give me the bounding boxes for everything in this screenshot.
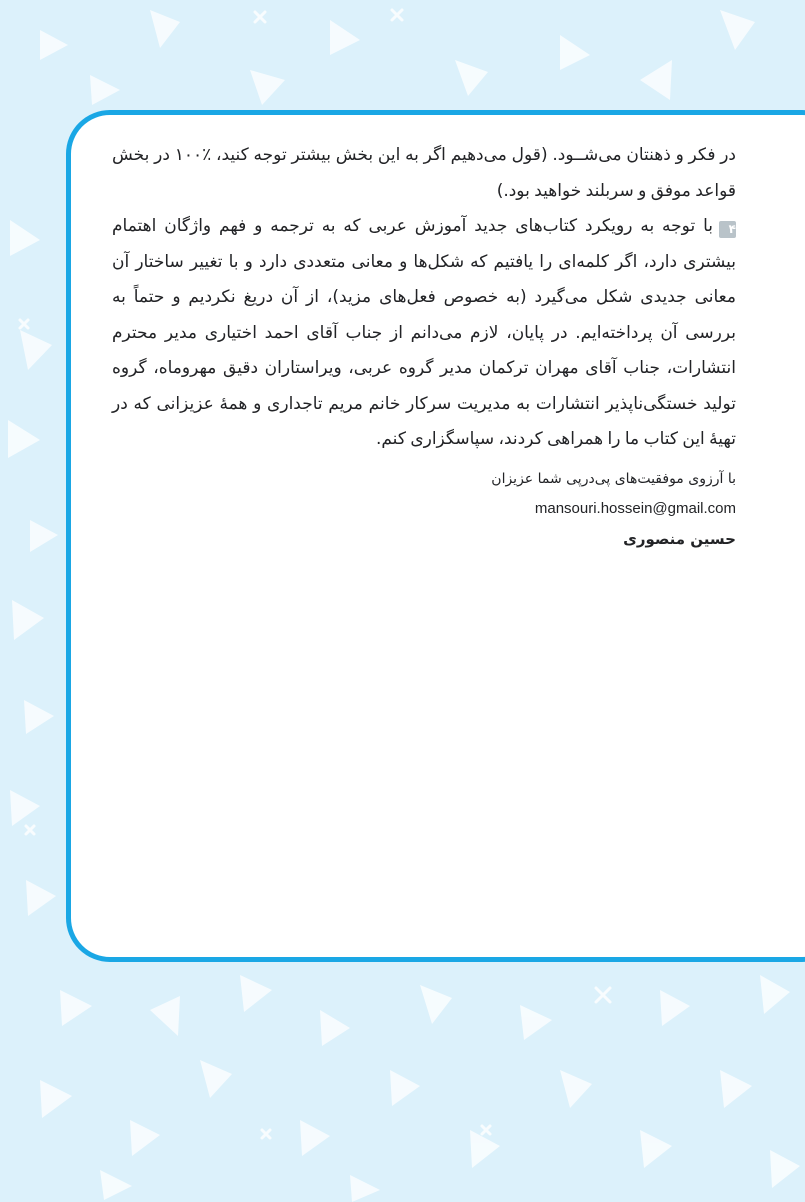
paragraph-2-text: با توجه به رویکرد کتاب‌های جدید آموزش عربی که به ترجمه و فهم واژگان اهتمام بیشتری دارد، اگر کلمه‌ای را یافتیم که شکل‌ها و معانی متعددی دارد و با تغییر ساختار آن معانی جدیدی شکل می‌گیرد (به خصوص فعل‌های مزید)، از آن دریغ نکردیم و حتماً به بررسی آن پرداخته‌ایم. در پایان، لازم می‌دانم از جناب آقای احمد اختیاری مدیر محترم انتشارات، جناب آقای مهران ترکمان مدیر گروه عربی، ویراستاران دقیق مهروماه، گروه تولید خستگی‌ناپذیر انتشارات به مدیریت سرکار خانم مریم تاجداری و همهٔ عزیزانی که در تهیهٔ این کتاب ما را همراهی کردند، سپاسگزاری کنم. bbox=[112, 216, 736, 449]
pattern-triangle bbox=[100, 1170, 132, 1200]
pattern-triangle bbox=[150, 10, 180, 48]
pattern-triangle bbox=[720, 10, 755, 50]
pattern-triangle bbox=[8, 420, 40, 458]
pattern-triangle bbox=[520, 1005, 552, 1040]
pattern-triangle bbox=[20, 330, 52, 370]
pattern-cross bbox=[482, 1126, 490, 1134]
pattern-triangle bbox=[350, 1175, 380, 1202]
pattern-triangle bbox=[560, 35, 590, 70]
pattern-triangle bbox=[150, 996, 180, 1036]
closing-section bbox=[112, 464, 736, 554]
pattern-triangle bbox=[26, 880, 56, 916]
preface-text bbox=[112, 138, 736, 554]
pattern-triangle bbox=[660, 990, 690, 1026]
pattern-triangle bbox=[470, 1130, 500, 1168]
pattern-cross bbox=[20, 320, 28, 328]
pattern-triangle bbox=[40, 1080, 72, 1118]
pattern-triangle bbox=[12, 600, 44, 640]
pattern-triangle bbox=[640, 1130, 672, 1168]
item-number-badge: ۴ bbox=[719, 221, 736, 238]
pattern-triangle bbox=[455, 60, 488, 96]
pattern-triangle bbox=[30, 520, 58, 552]
pattern-triangle bbox=[10, 220, 40, 256]
pattern-triangle bbox=[240, 975, 272, 1012]
pattern-triangle bbox=[24, 700, 54, 734]
pattern-triangle bbox=[300, 1120, 330, 1156]
pattern-triangle bbox=[640, 60, 672, 100]
pattern-triangle bbox=[90, 75, 120, 105]
pattern-triangle bbox=[60, 990, 92, 1026]
pattern-triangle bbox=[320, 1010, 350, 1046]
pattern-triangle bbox=[560, 1070, 592, 1108]
pattern-triangle bbox=[10, 790, 40, 826]
pattern-cross bbox=[262, 1130, 270, 1138]
pattern-cross bbox=[392, 10, 402, 20]
pattern-triangle bbox=[390, 1070, 420, 1106]
paragraph-1: در فکر و ذهنتان می‌شــود. (قول می‌دهیم اگر به این بخش بیشتر توجه کنید، ٪۱۰۰ در بخش قواعد موفق و سربلند خواهید بود.) bbox=[112, 145, 736, 201]
author-email[interactable]: mansouri.hossein@gmail.com bbox=[534, 499, 736, 517]
closing-wish: با آرزوی موفقیت‌های پی‌درپی شما عزیزان bbox=[491, 470, 736, 487]
pattern-triangle bbox=[760, 975, 790, 1014]
pattern-triangle bbox=[720, 1070, 752, 1108]
pattern-cross bbox=[26, 826, 34, 834]
paragraph-2 bbox=[112, 209, 736, 458]
pattern-cross bbox=[255, 12, 265, 22]
pattern-cross bbox=[596, 988, 610, 1002]
pattern-triangle bbox=[770, 1150, 800, 1188]
pattern-triangle bbox=[200, 1060, 232, 1098]
pattern-triangle bbox=[250, 70, 285, 105]
pattern-triangle bbox=[330, 20, 360, 55]
pattern-triangle bbox=[40, 30, 68, 60]
pattern-triangle bbox=[130, 1120, 160, 1156]
author-signature: حسین منصوری bbox=[623, 529, 736, 548]
pattern-triangle bbox=[420, 985, 452, 1024]
